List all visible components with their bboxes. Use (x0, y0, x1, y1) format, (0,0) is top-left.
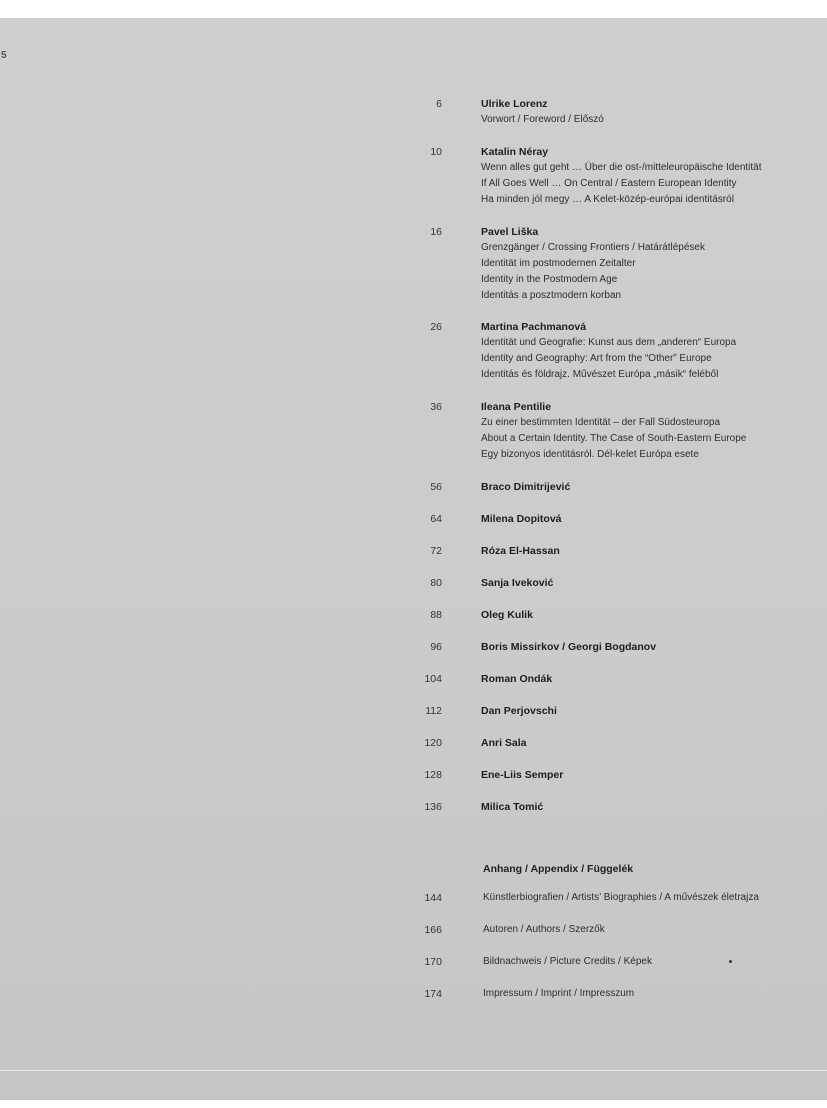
toc-title-line: About a Certain Identity. The Case of South-Eastern Europe (481, 433, 747, 444)
toc-author: Sanja Iveković (481, 577, 554, 589)
appendix-heading: Anhang / Appendix / Függelék (483, 863, 634, 875)
toc-author: Milena Dopitová (481, 513, 562, 525)
toc-entry-text (481, 224, 821, 304)
toc-author: Pavel Liška (481, 226, 539, 238)
toc-entry-text (481, 96, 821, 128)
toc-entry-text (481, 319, 821, 383)
toc-author: Martina Pachmanová (481, 321, 587, 333)
appendix-page-number: 170 (424, 956, 442, 968)
toc-entry-text (481, 144, 821, 208)
toc-entry-text (481, 799, 821, 815)
toc-page-number: 80 (430, 577, 442, 589)
appendix-entry-text (483, 986, 823, 1002)
bottom-rule (0, 1070, 827, 1071)
appendix-title: Bildnachweis / Picture Credits / Képek (483, 956, 652, 967)
toc-title-line: Identity in the Postmodern Age (481, 274, 618, 285)
appendix-page-number: 174 (424, 988, 442, 1000)
toc-title-line: Wenn alles gut geht … Über die ost-/mitteleuropäische Identität (481, 162, 762, 173)
page-number: 5 (1, 50, 7, 61)
toc-page-number: 10 (430, 146, 442, 158)
toc-title-line: If All Goes Well … On Central / Eastern European Identity (481, 178, 737, 189)
toc-author: Anri Sala (481, 737, 527, 749)
toc-page-number: 16 (430, 226, 442, 238)
toc-page-number: 36 (430, 401, 442, 413)
toc-page-number: 128 (424, 769, 442, 781)
toc-entry-text (481, 543, 821, 559)
toc-page-number: 56 (430, 481, 442, 493)
toc-author: Róza El-Hassan (481, 545, 560, 557)
toc-page-number: 96 (430, 641, 442, 653)
toc-title-line: Identitás és földrajz. Művészet Európa „másik“ feléből (481, 369, 719, 380)
toc-author: Katalin Néray (481, 146, 549, 158)
toc-page-number: 88 (430, 609, 442, 621)
toc-author: Ene-Liis Semper (481, 769, 564, 781)
toc-title-line: Zu einer bestimmten Identität – der Fall Südosteuropa (481, 417, 721, 428)
toc-author: Roman Ondák (481, 673, 553, 685)
appendix-entry-text (483, 922, 823, 938)
toc-page-number: 26 (430, 321, 442, 333)
toc-author: Braco Dimitrijević (481, 481, 571, 493)
appendix-title: Autoren / Authors / Szerzők (483, 924, 605, 935)
appendix-title: Impressum / Imprint / Impresszum (483, 988, 635, 999)
toc-entry-text (481, 767, 821, 783)
print-speck (729, 960, 732, 963)
toc-author: Oleg Kulik (481, 609, 533, 621)
toc-entry-text (481, 575, 821, 591)
toc-entry-text (481, 399, 821, 463)
toc-author: Milica Tomić (481, 801, 544, 813)
toc-author: Ileana Pentilie (481, 401, 552, 413)
appendix-entry-text (483, 954, 823, 970)
toc-page-number: 136 (424, 801, 442, 813)
toc-entry-text (481, 479, 821, 495)
toc-title-line: Vorwort / Foreword / Előszó (481, 114, 604, 125)
toc-title-line: Identitás a posztmodern korban (481, 290, 622, 301)
toc-author: Ulrike Lorenz (481, 98, 548, 110)
appendix-page-number: 166 (424, 924, 442, 936)
toc-entry-text (481, 671, 821, 687)
toc-title-line: Egy bizonyos identitásról. Dél-kelet Európa esete (481, 449, 699, 460)
toc-title-line: Ha minden jól megy … A Kelet-közép-európai identitásról (481, 194, 734, 205)
toc-entry-text (481, 703, 821, 719)
book-page (0, 18, 827, 1100)
toc-page-number: 6 (436, 98, 442, 110)
appendix-title: Künstlerbiografien / Artists’ Biographies / A művészek életrajza (483, 892, 759, 903)
toc-page-number: 104 (424, 673, 442, 685)
appendix-entry-text (483, 890, 823, 906)
toc-page-number: 64 (430, 513, 442, 525)
toc-entry-text (481, 607, 821, 623)
toc-entry-text (481, 639, 821, 655)
toc-entry-text (481, 511, 821, 527)
toc-page-number: 72 (430, 545, 442, 557)
toc-title-line: Grenzgänger / Crossing Frontiers / Határátlépések (481, 242, 705, 253)
toc-title-line: Identität und Geografie: Kunst aus dem „anderen“ Europa (481, 337, 737, 348)
toc-title-line: Identität im postmodernen Zeitalter (481, 258, 636, 269)
toc-entry-text (481, 735, 821, 751)
appendix-page-number: 144 (424, 892, 442, 904)
toc-author: Dan Perjovschi (481, 705, 557, 717)
toc-page-number: 112 (425, 705, 442, 717)
toc-title-line: Identity and Geography: Art from the “Other” Europe (481, 353, 712, 364)
toc-author: Boris Missirkov / Georgi Bogdanov (481, 641, 657, 653)
toc-page-number: 120 (424, 737, 442, 749)
